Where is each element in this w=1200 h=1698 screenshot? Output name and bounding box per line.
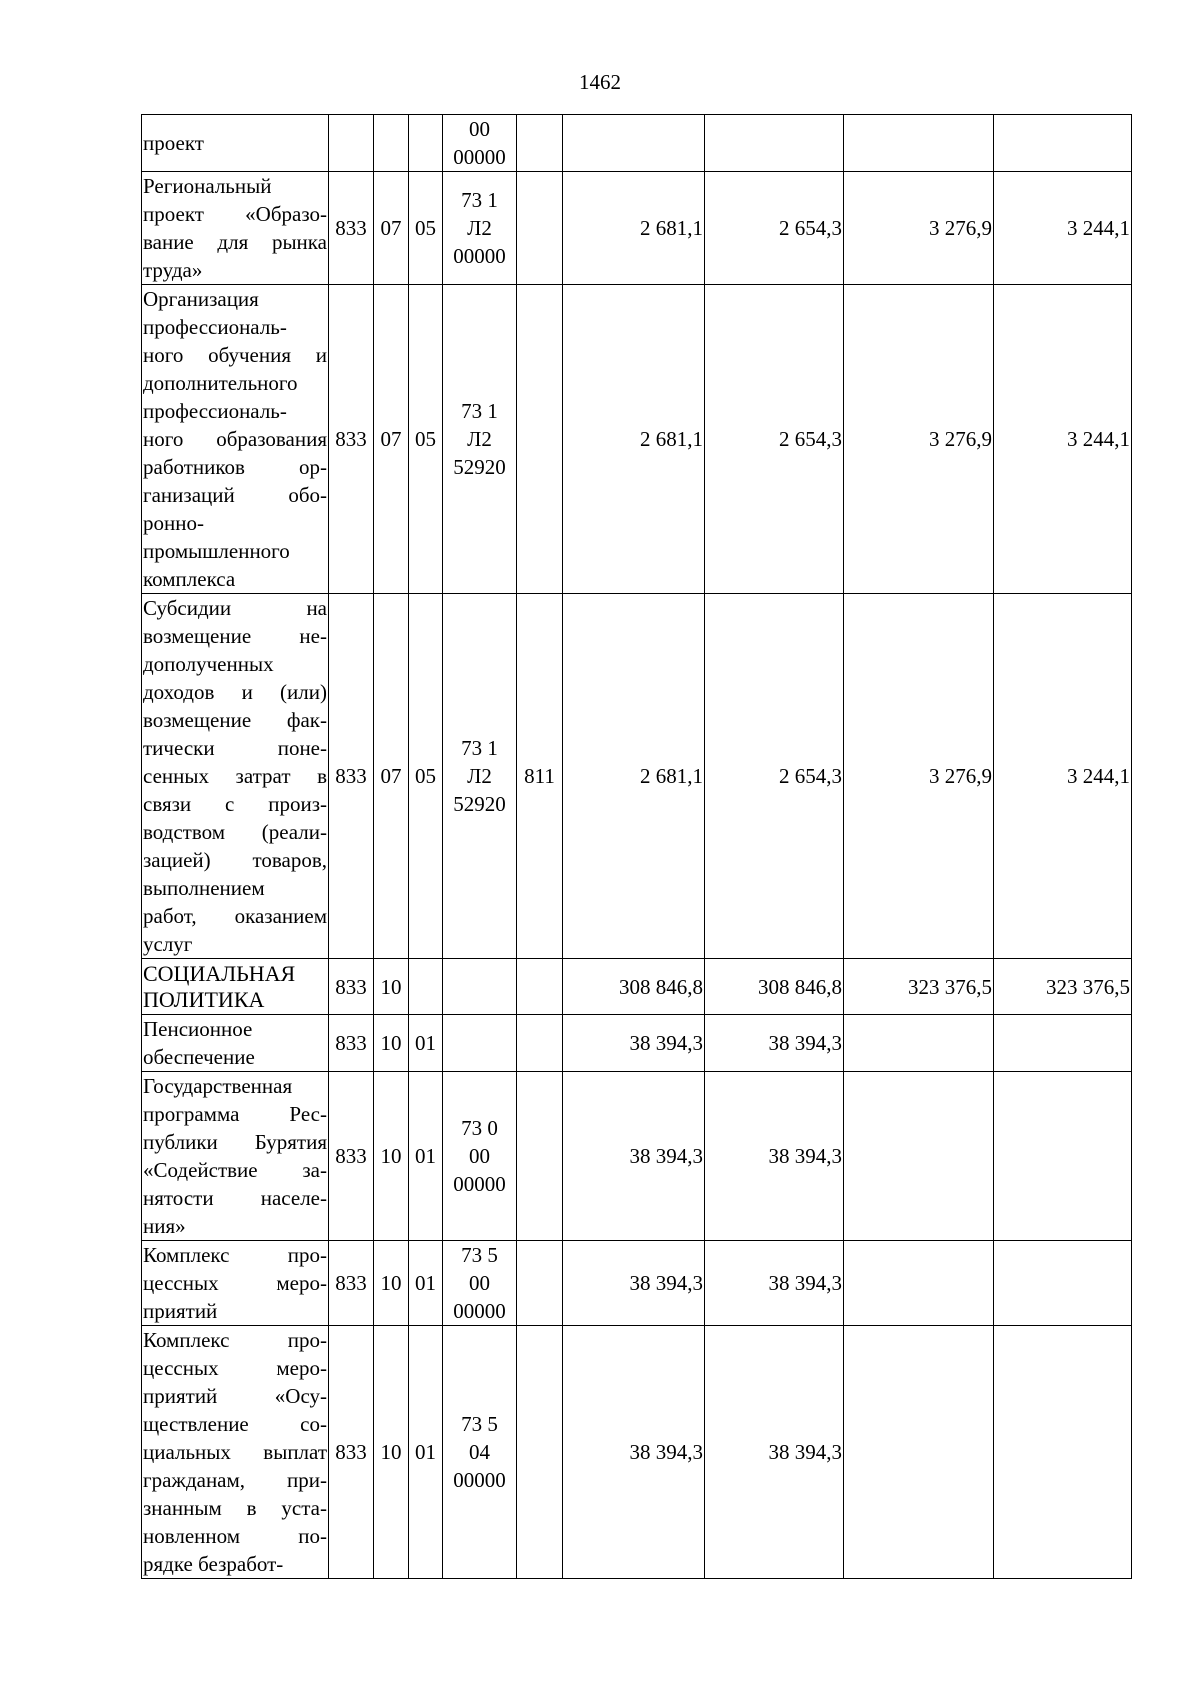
cell-amount-1: 38 394,3 — [563, 1015, 705, 1072]
cell-target-article-line: 00000 — [453, 1172, 506, 1196]
cell-target-article-line: 00 — [469, 1144, 490, 1168]
cell-subsection-code — [409, 959, 443, 1015]
cell-section-code: 07 — [374, 285, 409, 594]
table-row — [142, 1241, 1132, 1326]
cell-target-article-line: 73 5 — [461, 1412, 498, 1436]
cell-name-line: рядке безработ- — [143, 1552, 284, 1576]
cell-amount-2: 38 394,3 — [705, 1241, 844, 1326]
cell-grbs-code: 833 — [329, 959, 374, 1015]
cell-target-article — [443, 285, 517, 594]
cell-section-code: 10 — [374, 1072, 409, 1241]
cell-name-line: труда» — [143, 258, 203, 282]
cell-grbs-code: 833 — [329, 1072, 374, 1241]
cell-name — [142, 115, 329, 172]
cell-name-line: публики Бурятия — [143, 1130, 327, 1154]
cell-target-article-line: 00 — [469, 117, 490, 141]
cell-subsection-code: 01 — [409, 1326, 443, 1579]
cell-section-code — [374, 115, 409, 172]
cell-expense-type — [517, 959, 563, 1015]
cell-amount-1: 308 846,8 — [563, 959, 705, 1015]
cell-target-article-line: 00000 — [453, 145, 506, 169]
table-row — [142, 115, 1132, 172]
cell-section-code: 10 — [374, 959, 409, 1015]
cell-name-line: дополнительного — [143, 371, 298, 395]
cell-target-article — [443, 1326, 517, 1579]
cell-target-article-line: 73 0 — [461, 1116, 498, 1140]
cell-grbs-code: 833 — [329, 1326, 374, 1579]
cell-name-line: ронно- — [143, 511, 204, 535]
cell-target-article — [443, 172, 517, 285]
cell-amount-4 — [994, 1326, 1132, 1579]
cell-name-line: ного обучения и — [143, 343, 327, 367]
cell-target-article — [443, 959, 517, 1015]
cell-section-code: 07 — [374, 172, 409, 285]
cell-amount-2: 38 394,3 — [705, 1072, 844, 1241]
cell-name-line: СОЦИАЛЬНАЯ — [143, 960, 296, 986]
cell-name-line: ганизаций обо- — [143, 483, 327, 507]
cell-name-line: ния» — [143, 1214, 186, 1238]
cell-name-line: профессиональ- — [143, 399, 287, 423]
cell-name — [142, 959, 329, 1015]
cell-target-article — [443, 1015, 517, 1072]
cell-amount-1 — [563, 115, 705, 172]
cell-target-article-line: 00 — [469, 1271, 490, 1295]
cell-name-line: циальных выплат — [143, 1440, 327, 1464]
cell-name-line: ного образования — [143, 427, 327, 451]
cell-expense-type — [517, 1326, 563, 1579]
cell-subsection-code: 05 — [409, 172, 443, 285]
cell-target-article-line: Л2 — [467, 216, 492, 240]
cell-name-line: возмещение не- — [143, 624, 327, 648]
cell-target-article-line: 00000 — [453, 244, 506, 268]
cell-target-article-line: 73 1 — [461, 188, 498, 212]
cell-subsection-code — [409, 115, 443, 172]
cell-name-line: ществление со- — [143, 1412, 327, 1436]
cell-name-line: Комплекс про- — [143, 1328, 327, 1352]
table-row — [142, 1326, 1132, 1579]
cell-target-article-line: 52920 — [453, 455, 506, 479]
cell-amount-1: 2 681,1 — [563, 172, 705, 285]
cell-target-article-line: 73 1 — [461, 736, 498, 760]
cell-name — [142, 594, 329, 959]
cell-amount-3 — [844, 1015, 994, 1072]
cell-name — [142, 1326, 329, 1579]
cell-name-line: программа Рес- — [143, 1102, 327, 1126]
cell-section-code: 10 — [374, 1326, 409, 1579]
cell-name-line: ПОЛИТИКА — [143, 986, 265, 1012]
cell-amount-2: 38 394,3 — [705, 1015, 844, 1072]
cell-subsection-code: 05 — [409, 285, 443, 594]
cell-section-code: 07 — [374, 594, 409, 959]
cell-target-article-line: Л2 — [467, 427, 492, 451]
cell-name-line: обеспечение — [143, 1045, 255, 1069]
cell-name-line: Комплекс про- — [143, 1243, 327, 1267]
cell-subsection-code: 01 — [409, 1072, 443, 1241]
cell-amount-3: 3 276,9 — [844, 172, 994, 285]
cell-grbs-code — [329, 115, 374, 172]
cell-amount-4: 3 244,1 — [994, 285, 1132, 594]
cell-expense-type — [517, 1015, 563, 1072]
cell-amount-2: 308 846,8 — [705, 959, 844, 1015]
cell-name-line: проект — [143, 131, 204, 155]
cell-amount-4 — [994, 115, 1132, 172]
cell-section-code: 10 — [374, 1015, 409, 1072]
cell-name-line: выполнением — [143, 876, 265, 900]
cell-amount-1: 2 681,1 — [563, 285, 705, 594]
table-row — [142, 594, 1132, 959]
cell-expense-type: 811 — [517, 594, 563, 959]
cell-name-line: связи с произ- — [143, 792, 327, 816]
cell-target-article-line: 52920 — [453, 792, 506, 816]
cell-amount-4 — [994, 1241, 1132, 1326]
table-row — [142, 1072, 1132, 1241]
cell-grbs-code: 833 — [329, 285, 374, 594]
cell-amount-3 — [844, 1326, 994, 1579]
cell-name-line: Организация — [143, 287, 259, 311]
cell-amount-3: 3 276,9 — [844, 594, 994, 959]
cell-grbs-code: 833 — [329, 1015, 374, 1072]
cell-name-line: профессиональ- — [143, 315, 287, 339]
cell-amount-4 — [994, 1072, 1132, 1241]
cell-expense-type — [517, 1241, 563, 1326]
cell-name-line: Региональный — [143, 174, 272, 198]
cell-name-line: приятий «Осу- — [143, 1384, 327, 1408]
cell-amount-3 — [844, 115, 994, 172]
table-row — [142, 285, 1132, 594]
cell-name-line: тически поне- — [143, 736, 327, 760]
table-row — [142, 1015, 1132, 1072]
cell-name-line: Государственная — [143, 1074, 293, 1098]
cell-amount-3: 323 376,5 — [844, 959, 994, 1015]
cell-name-line: комплекса — [143, 567, 236, 591]
cell-amount-1: 38 394,3 — [563, 1072, 705, 1241]
cell-amount-2: 2 654,3 — [705, 594, 844, 959]
cell-name-line: работ, оказанием — [143, 904, 327, 928]
cell-amount-4: 323 376,5 — [994, 959, 1132, 1015]
table-body — [142, 115, 1132, 1579]
cell-name — [142, 1015, 329, 1072]
cell-name — [142, 285, 329, 594]
cell-name-line: приятий — [143, 1299, 218, 1323]
cell-name-line: сенных затрат в — [143, 764, 327, 788]
cell-expense-type — [517, 115, 563, 172]
cell-name-line: «Содействие за- — [143, 1158, 327, 1182]
cell-name-line: цессных меро- — [143, 1271, 327, 1295]
cell-target-article-line: Л2 — [467, 764, 492, 788]
table-row — [142, 959, 1132, 1015]
cell-expense-type — [517, 285, 563, 594]
cell-name-line: цессных меро- — [143, 1356, 327, 1380]
cell-amount-3: 3 276,9 — [844, 285, 994, 594]
cell-name-line: знанным в уста- — [143, 1496, 327, 1520]
cell-name-line: доходов и (или) — [143, 680, 327, 704]
cell-amount-1: 38 394,3 — [563, 1241, 705, 1326]
cell-target-article-line: 73 5 — [461, 1243, 498, 1267]
cell-name-line: работников ор- — [143, 455, 327, 479]
cell-target-article-line: 00000 — [453, 1299, 506, 1323]
cell-amount-2 — [705, 115, 844, 172]
cell-name-line: зацией) товаров, — [143, 848, 327, 872]
cell-target-article-line: 73 1 — [461, 399, 498, 423]
cell-amount-1: 38 394,3 — [563, 1326, 705, 1579]
cell-target-article-line: 04 — [469, 1440, 490, 1464]
cell-name-line: нятости населе- — [143, 1186, 327, 1210]
cell-amount-2: 38 394,3 — [705, 1326, 844, 1579]
cell-subsection-code: 01 — [409, 1241, 443, 1326]
cell-name — [142, 1241, 329, 1326]
cell-name-line: возмещение фак- — [143, 708, 327, 732]
cell-amount-2: 2 654,3 — [705, 285, 844, 594]
cell-amount-4: 3 244,1 — [994, 594, 1132, 959]
cell-name-line: услуг — [143, 932, 193, 956]
cell-amount-4: 3 244,1 — [994, 172, 1132, 285]
cell-amount-4 — [994, 1015, 1132, 1072]
cell-expense-type — [517, 1072, 563, 1241]
cell-name-line: Пенсионное — [143, 1017, 253, 1041]
cell-name-line: Субсидии на — [143, 596, 327, 620]
cell-amount-2: 2 654,3 — [705, 172, 844, 285]
cell-target-article — [443, 594, 517, 959]
cell-target-article — [443, 115, 517, 172]
table-row — [142, 172, 1132, 285]
cell-name-line: гражданам, при- — [143, 1468, 327, 1492]
cell-amount-3 — [844, 1241, 994, 1326]
cell-target-article — [443, 1241, 517, 1326]
cell-target-article-line: 00000 — [453, 1468, 506, 1492]
cell-name-line: водством (реали- — [143, 820, 327, 844]
cell-name-line: дополученных — [143, 652, 274, 676]
cell-amount-1: 2 681,1 — [563, 594, 705, 959]
cell-subsection-code: 01 — [409, 1015, 443, 1072]
cell-name-line: вание для рынка — [143, 230, 327, 254]
cell-target-article — [443, 1072, 517, 1241]
cell-name-line: проект «Образо- — [143, 202, 327, 226]
cell-grbs-code: 833 — [329, 172, 374, 285]
budget-table — [141, 114, 1132, 1579]
cell-name — [142, 172, 329, 285]
cell-expense-type — [517, 172, 563, 285]
cell-name — [142, 1072, 329, 1241]
cell-grbs-code: 833 — [329, 594, 374, 959]
cell-subsection-code: 05 — [409, 594, 443, 959]
cell-name-line: новленном по- — [143, 1524, 327, 1548]
cell-amount-3 — [844, 1072, 994, 1241]
cell-section-code: 10 — [374, 1241, 409, 1326]
page-number: 1462 — [579, 70, 621, 94]
cell-grbs-code: 833 — [329, 1241, 374, 1326]
cell-name-line: промышленного — [143, 539, 290, 563]
